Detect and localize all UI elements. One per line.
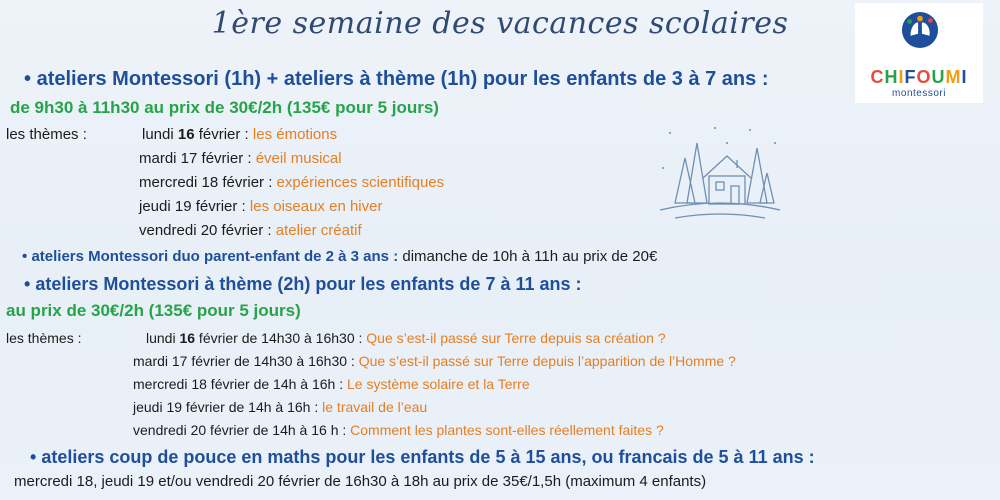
- section2-heading: ateliers Montessori duo parent-enfant de 2 à 3 ans :: [31, 248, 399, 265]
- section3-heading: [24, 274, 582, 295]
- section3-themes-label: les thèmes :: [6, 330, 82, 346]
- item-date-bold: 16: [179, 330, 196, 346]
- section3-item: [133, 376, 530, 392]
- item-date: mercredi 18 février :: [139, 174, 277, 191]
- chifoumi-logo: [855, 3, 983, 103]
- logo-letter: C: [870, 67, 885, 87]
- item-theme: expériences scientifiques: [276, 174, 445, 191]
- section4-heading: [30, 447, 815, 468]
- logo-letter: H: [884, 67, 899, 87]
- section3-item: [133, 422, 664, 438]
- bullet-icon: •: [22, 248, 28, 265]
- bullet-icon: •: [24, 274, 31, 294]
- item-date: jeudi 19 février :: [139, 198, 250, 215]
- logo-letter: U: [931, 67, 946, 87]
- logo-subtitle: montessori: [892, 88, 946, 99]
- item-date: vendredi 20 février de 14h à 16 h :: [133, 422, 351, 438]
- section1-item: [139, 174, 444, 191]
- item-theme: Comment les plantes sont-elles réellement faites ?: [350, 422, 664, 438]
- section1-heading: [24, 68, 768, 91]
- item-theme: atelier créatif: [275, 222, 362, 239]
- winter-cabin-icon: [655, 118, 785, 228]
- item-date: lundi: [142, 126, 178, 143]
- item-date: mercredi 18 février de 14h à 16h :: [133, 376, 348, 392]
- item-date: mardi 17 février de 14h30 à 16h30 :: [133, 353, 359, 369]
- section3-item: [146, 330, 666, 346]
- section1-themes-label: les thèmes :: [6, 126, 87, 143]
- item-date: février :: [194, 126, 253, 143]
- section3-heading-text: ateliers Montessori à thème (2h) pour les enfants de 7 à 11 ans :: [35, 274, 582, 294]
- logo-letter: M: [945, 67, 962, 87]
- bullet-icon: •: [24, 68, 32, 90]
- item-date: lundi: [146, 330, 180, 346]
- logo-letter: O: [916, 67, 932, 87]
- item-theme: les oiseaux en hiver: [249, 198, 383, 215]
- section1-heading-text: ateliers Montessori (1h) + ateliers à thème (1h) pour les enfants de 3 à 7 ans :: [36, 68, 769, 90]
- section3-item: [133, 353, 736, 369]
- section4-detail: mercredi 18, jeudi 19 et/ou vendredi 20 février de 16h30 à 18h au prix de 35€/1,5h (maximum 4 enfants): [14, 473, 707, 490]
- item-date: mardi 17 février :: [139, 150, 256, 167]
- item-theme: Que s’est-il passé sur Terre depuis sa création ?: [366, 330, 666, 346]
- logo-letter: I: [961, 67, 968, 87]
- section4-heading-text: ateliers coup de pouce en maths pour les enfants de 5 à 15 ans, ou francais de 5 à 11 ans :: [41, 447, 815, 467]
- item-date: jeudi 19 février de 14h à 16h :: [133, 399, 323, 415]
- section1-item: [139, 198, 382, 215]
- item-theme: les émotions: [252, 126, 338, 143]
- item-theme: Que s’est-il passé sur Terre depuis l’apparition de l’Homme ?: [358, 353, 736, 369]
- section2-detail: dimanche de 10h à 11h au prix de 20€: [402, 248, 658, 265]
- section2: [22, 248, 657, 265]
- item-date: vendredi 20 février :: [139, 222, 276, 239]
- section3-price: au prix de 30€/2h (135€ pour 5 jours): [6, 301, 301, 320]
- logo-letter: I: [898, 67, 905, 87]
- section1-item: [142, 126, 337, 143]
- page-title: 1ère semaine des vacances scolaires: [211, 6, 789, 41]
- item-theme: éveil musical: [255, 150, 342, 167]
- item-theme: le travail de l’eau: [322, 399, 428, 415]
- section3-item: [133, 399, 427, 415]
- bullet-icon: •: [30, 447, 37, 467]
- section1-item: [139, 150, 342, 167]
- section1-price: de 9h30 à 11h30 au prix de 30€/2h (135€ pour 5 jours): [10, 98, 439, 117]
- hands-logo-icon: [901, 11, 939, 49]
- item-date: février de 14h30 à 16h30 :: [195, 330, 367, 346]
- logo-letter: F: [904, 67, 917, 87]
- logo-brand: [855, 67, 983, 88]
- section1-item: [139, 222, 362, 239]
- item-date-bold: 16: [177, 126, 195, 143]
- item-theme: Le système solaire et la Terre: [347, 376, 530, 392]
